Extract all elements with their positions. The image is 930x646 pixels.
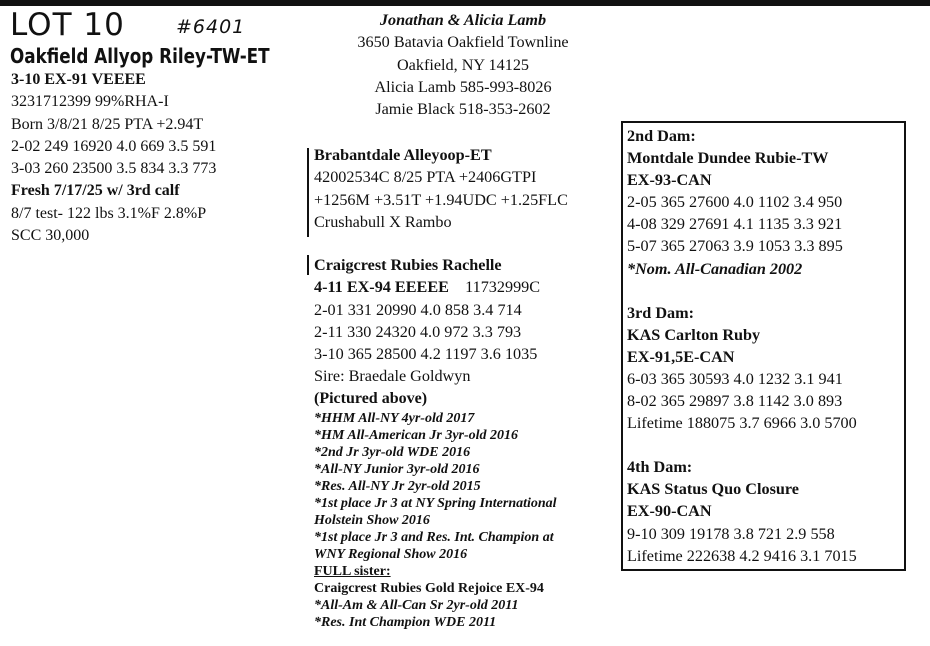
dam-name: Craigcrest Rubies Rachelle — [314, 256, 502, 274]
second-dam-note: *Nom. All-Canadian 2002 — [627, 259, 803, 278]
fourth-dam-classification: EX-90-CAN — [627, 502, 712, 521]
honor-line: WNY Regional Show 2016 — [314, 546, 468, 562]
full-sister-name: Craigcrest Rubies Gold Rejoice EX-94 — [314, 580, 544, 596]
sire-bracket — [307, 148, 309, 237]
honor-line: *1st place Jr 3 and Res. Int. Champion at — [314, 529, 554, 545]
sire-block — [314, 144, 614, 233]
animal-record: 2-02 249 16920 4.0 669 3.5 591 — [11, 137, 217, 155]
second-dam-classification: EX-93-CAN — [627, 171, 712, 190]
pictured-note: (Pictured above) — [314, 389, 428, 407]
consigner-phone: Alicia Lamb 585-993-8026 — [374, 77, 552, 96]
animal-scc: SCC 30,000 — [11, 227, 90, 245]
spacer — [627, 280, 902, 302]
third-dam-lifetime: Lifetime 188075 3.7 6966 3.0 5700 — [627, 414, 857, 433]
fourth-dam-label: 4th Dam: — [627, 458, 693, 477]
sire-reg-pta: 42002534C 8/25 PTA +2406GTPI — [314, 168, 537, 187]
third-dam-label: 3rd Dam: — [627, 303, 694, 322]
fourth-dam-record: 9-10 309 19178 3.8 721 2.9 558 — [627, 524, 835, 543]
full-sister-label: FULL sister: — [314, 563, 391, 579]
consigner-name: Jonathan & Alicia Lamb — [379, 11, 547, 29]
second-dam-name: Montdale Dundee Rubie-TW — [627, 149, 829, 168]
animal-record: 3-03 260 23500 3.5 834 3.3 773 — [11, 160, 217, 178]
animal-birth-pta: Born 3/8/21 8/25 PTA +2.94T — [11, 115, 204, 133]
dam-record: 3-10 365 28500 4.2 1197 3.6 1035 — [314, 345, 538, 364]
third-dam-record: 8-02 365 29897 3.8 1142 3.0 893 — [627, 392, 843, 411]
animal-classification: 3-10 EX-91 VEEEE — [11, 71, 146, 88]
dam-honors — [314, 410, 619, 631]
second-dam-label: 2nd Dam: — [627, 127, 696, 145]
honor-line: *HHM All-NY 4yr-old 2017 — [314, 410, 475, 426]
sire-name: Brabantdale Alleyoop-ET — [314, 146, 492, 164]
consigner-phone: Jamie Black 518-353-2602 — [375, 100, 551, 119]
honor-line: Holstein Show 2016 — [314, 512, 430, 528]
sire-traits: +1256M +3.51T +1.94UDC +1.25FLC — [314, 190, 568, 209]
dam-sire: Sire: Braedale Goldwyn — [314, 367, 471, 386]
honor-line: *2nd Jr 3yr-old WDE 2016 — [314, 444, 471, 460]
pedigree-block — [627, 125, 902, 567]
third-dam-name: KAS Carlton Ruby — [627, 325, 761, 344]
dam-block — [314, 254, 619, 631]
third-dam-record: 6-03 365 30593 4.0 1232 3.1 941 — [627, 369, 843, 388]
animal-info — [11, 69, 301, 247]
dam-bracket — [307, 255, 309, 275]
dam-class-line — [314, 276, 619, 298]
consigner-city: Oakfield, NY 14125 — [396, 55, 530, 74]
fourth-dam-lifetime: Lifetime 222638 4.2 9416 3.1 7015 — [627, 546, 857, 565]
sire-pedigree: Crushabull X Rambo — [314, 212, 452, 231]
second-dam-record: 5-07 365 27063 3.9 1053 3.3 895 — [627, 237, 843, 256]
dam-registration: 11732999C — [465, 278, 541, 297]
third-dam-classification: EX-91,5E-CAN — [627, 347, 735, 366]
sister-honor-line: *All-Am & All-Can Sr 2yr-old 2011 — [314, 597, 519, 613]
animal-test: 8/7 test- 122 lbs 3.1%F 2.8%P — [11, 204, 207, 222]
consigner-block — [310, 9, 616, 120]
top-rule — [0, 0, 930, 6]
animal-registration: 3231712399 99%RHA-I — [11, 93, 169, 111]
sister-honor-line: *Res. Int Champion WDE 2011 — [314, 614, 497, 630]
dam-record: 2-01 331 20990 4.0 858 3.4 714 — [314, 300, 522, 319]
dam-record: 2-11 330 24320 4.0 972 3.3 793 — [314, 322, 522, 341]
honor-line: *1st place Jr 3 at NY Spring International — [314, 495, 557, 511]
consigner-address: 3650 Batavia Oakfield Townline — [357, 33, 569, 52]
second-dam-record: 4-08 329 27691 4.1 1135 3.3 921 — [627, 215, 843, 234]
spacer — [627, 434, 902, 456]
lot-number: #6401 — [176, 16, 246, 38]
animal-fresh: Fresh 7/17/25 w/ 3rd calf — [11, 182, 180, 200]
fourth-dam-name: KAS Status Quo Closure — [627, 480, 799, 499]
honor-line: *Res. All-NY Jr 2yr-old 2015 — [314, 478, 481, 494]
animal-name: Oakfield Allyop Riley-TW-ET — [10, 44, 270, 68]
honor-line: *HM All-American Jr 3yr-old 2016 — [314, 427, 519, 443]
second-dam-record: 2-05 365 27600 4.0 1102 3.4 950 — [627, 193, 843, 212]
lot-label: LOT 10 — [10, 7, 125, 43]
dam-classification: 4-11 EX-94 EEEEE — [314, 278, 449, 297]
honor-line: *All-NY Junior 3yr-old 2016 — [314, 461, 480, 477]
